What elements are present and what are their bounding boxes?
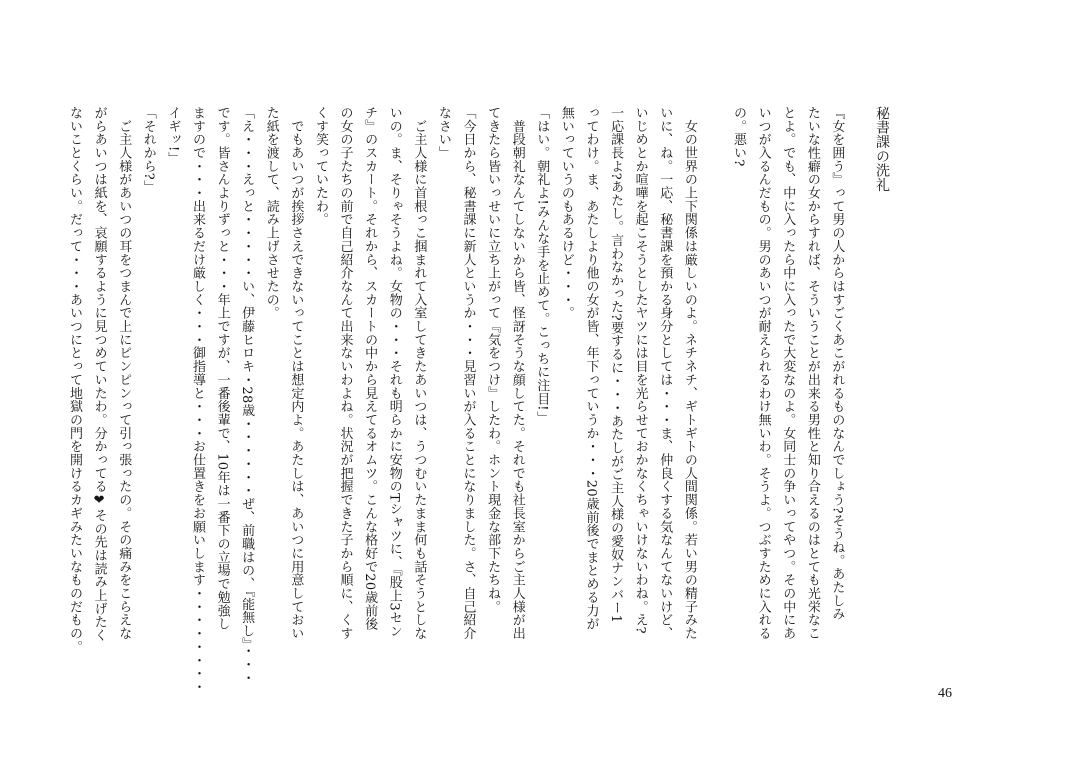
text-line: の女の子たちの前で自己紹介なんて出来ないわよね。状況が把握できた子から順に、くす <box>337 106 353 640</box>
text-line: いの。ま、そりゃそうよね。女物の・・・それも明らかに安物のTシャツに、『股上3セン <box>386 106 402 638</box>
text-line: た紙を渡して、読み上げさせたの。 <box>263 106 279 320</box>
text-line: 「それから?」 <box>140 106 156 194</box>
text-line: いつが入るんだもの。男のあいつが耐えられるわけ無いわ。そうよ。つぶすために入れる <box>755 106 771 640</box>
text-line: 『女を囲う』って男の人からはすごくあこがれるものなんでしょう?そうね。あたしみ <box>829 106 845 621</box>
text-line: 一応課長よ?あたし。言わなかった?要するに・・・あたしがご主人様の愛奴ナンバー1 <box>608 106 624 624</box>
text-line: イギッ!」 <box>165 106 181 165</box>
text-line: ないことくらい。だって・・・あいつにとって地獄の門を開けるカギみたいなものだもの。 <box>67 106 82 654</box>
text-line: てきたら皆いっせいに立ち上がって『気をつけ』したわ。ホント現金な部下たちね。 <box>485 106 501 614</box>
text-line: いに、ね。一応、秘書課を預かる身分としては・・・ま、仲良くする気なんてないけど、 <box>657 106 673 640</box>
text-line: 「はい。朝礼よ!みんな手を止めて。こっちに注目!」 <box>534 106 550 425</box>
page-number: 46 <box>938 686 952 701</box>
text-line: とよ。でも、中に入ったら中に入ったで大変なのよ。女同士の争いってやつ。その中にあ <box>780 106 796 640</box>
text-line: ってわけ。ま、あたしより他の女が皆、年下っていうか・・・20歳前後でまとめる力が <box>583 106 599 631</box>
chapter-title: 秘書課の洗礼 <box>874 106 890 193</box>
text-line: いじめとか喧嘩を起こそうとしたヤツには目を光らせておかなくちゃいけないわね。え? <box>632 106 648 634</box>
text-line: なさい」 <box>435 106 451 160</box>
text-line: 女の世界の上下関係は厳しいのよ。ネチネチ、ギトギトの人間関係。若い男の精子みた <box>681 106 697 640</box>
text-line: 普段朝礼なんてしないから皆、怪訝そうな顔してた。それでも社長室からご主人様が出 <box>509 106 525 640</box>
text-line: 「今日から、秘書課に新人というか・・・見習いが入ることになりました。さ、自己紹介 <box>460 106 476 640</box>
text-line: たいな性癖の女からすれば、そういうことが出来る男性と知り合えるのはとても光栄なこ <box>804 106 820 640</box>
text-line: ご主人様に首根っこ掴まれて入室してきたあいつは、うつむいたまま何も話そうとしな <box>411 106 427 640</box>
text-line: がらあいつは紙を、哀願するように見つめていたわ。分かってる❤その先は読み上げたく <box>91 106 107 642</box>
text-line: の。悪い? <box>731 106 747 167</box>
blank-line <box>701 106 726 681</box>
vertical-text-body <box>67 106 894 694</box>
text-line: です。皆さんよりずっと・・・年上ですが、一番後輩で、10年は一番下の立場で勉強し <box>214 106 230 631</box>
text-line: 「え・・・えっと・・・・・い、伊藤ヒロキ・28歳・・・・・・ぜ、前職はの、『能無し』・・・ <box>239 106 255 685</box>
text-line: ご主人様があいつの耳をつまんで上にピンピンって引っ張ったの。その痛みをこらえな <box>116 106 132 640</box>
text-line: チ』のスカート。それから、スカートの中から見えてるオムツ。こんな格好で20歳前後 <box>362 106 378 631</box>
text-line: 無いっていうのもあるけど・・・。 <box>558 106 574 320</box>
text-line: くす笑っていたわ。 <box>312 106 328 227</box>
text-line: ますので・・・出来るだけ厳しく・・・御指導と・・・お仕置きをお願いします・・・・・・・・ <box>189 106 205 694</box>
text-line: でもあいつが挨拶さえできないってことは想定内よ。あたしは、あいつに用意しておい <box>288 106 304 640</box>
